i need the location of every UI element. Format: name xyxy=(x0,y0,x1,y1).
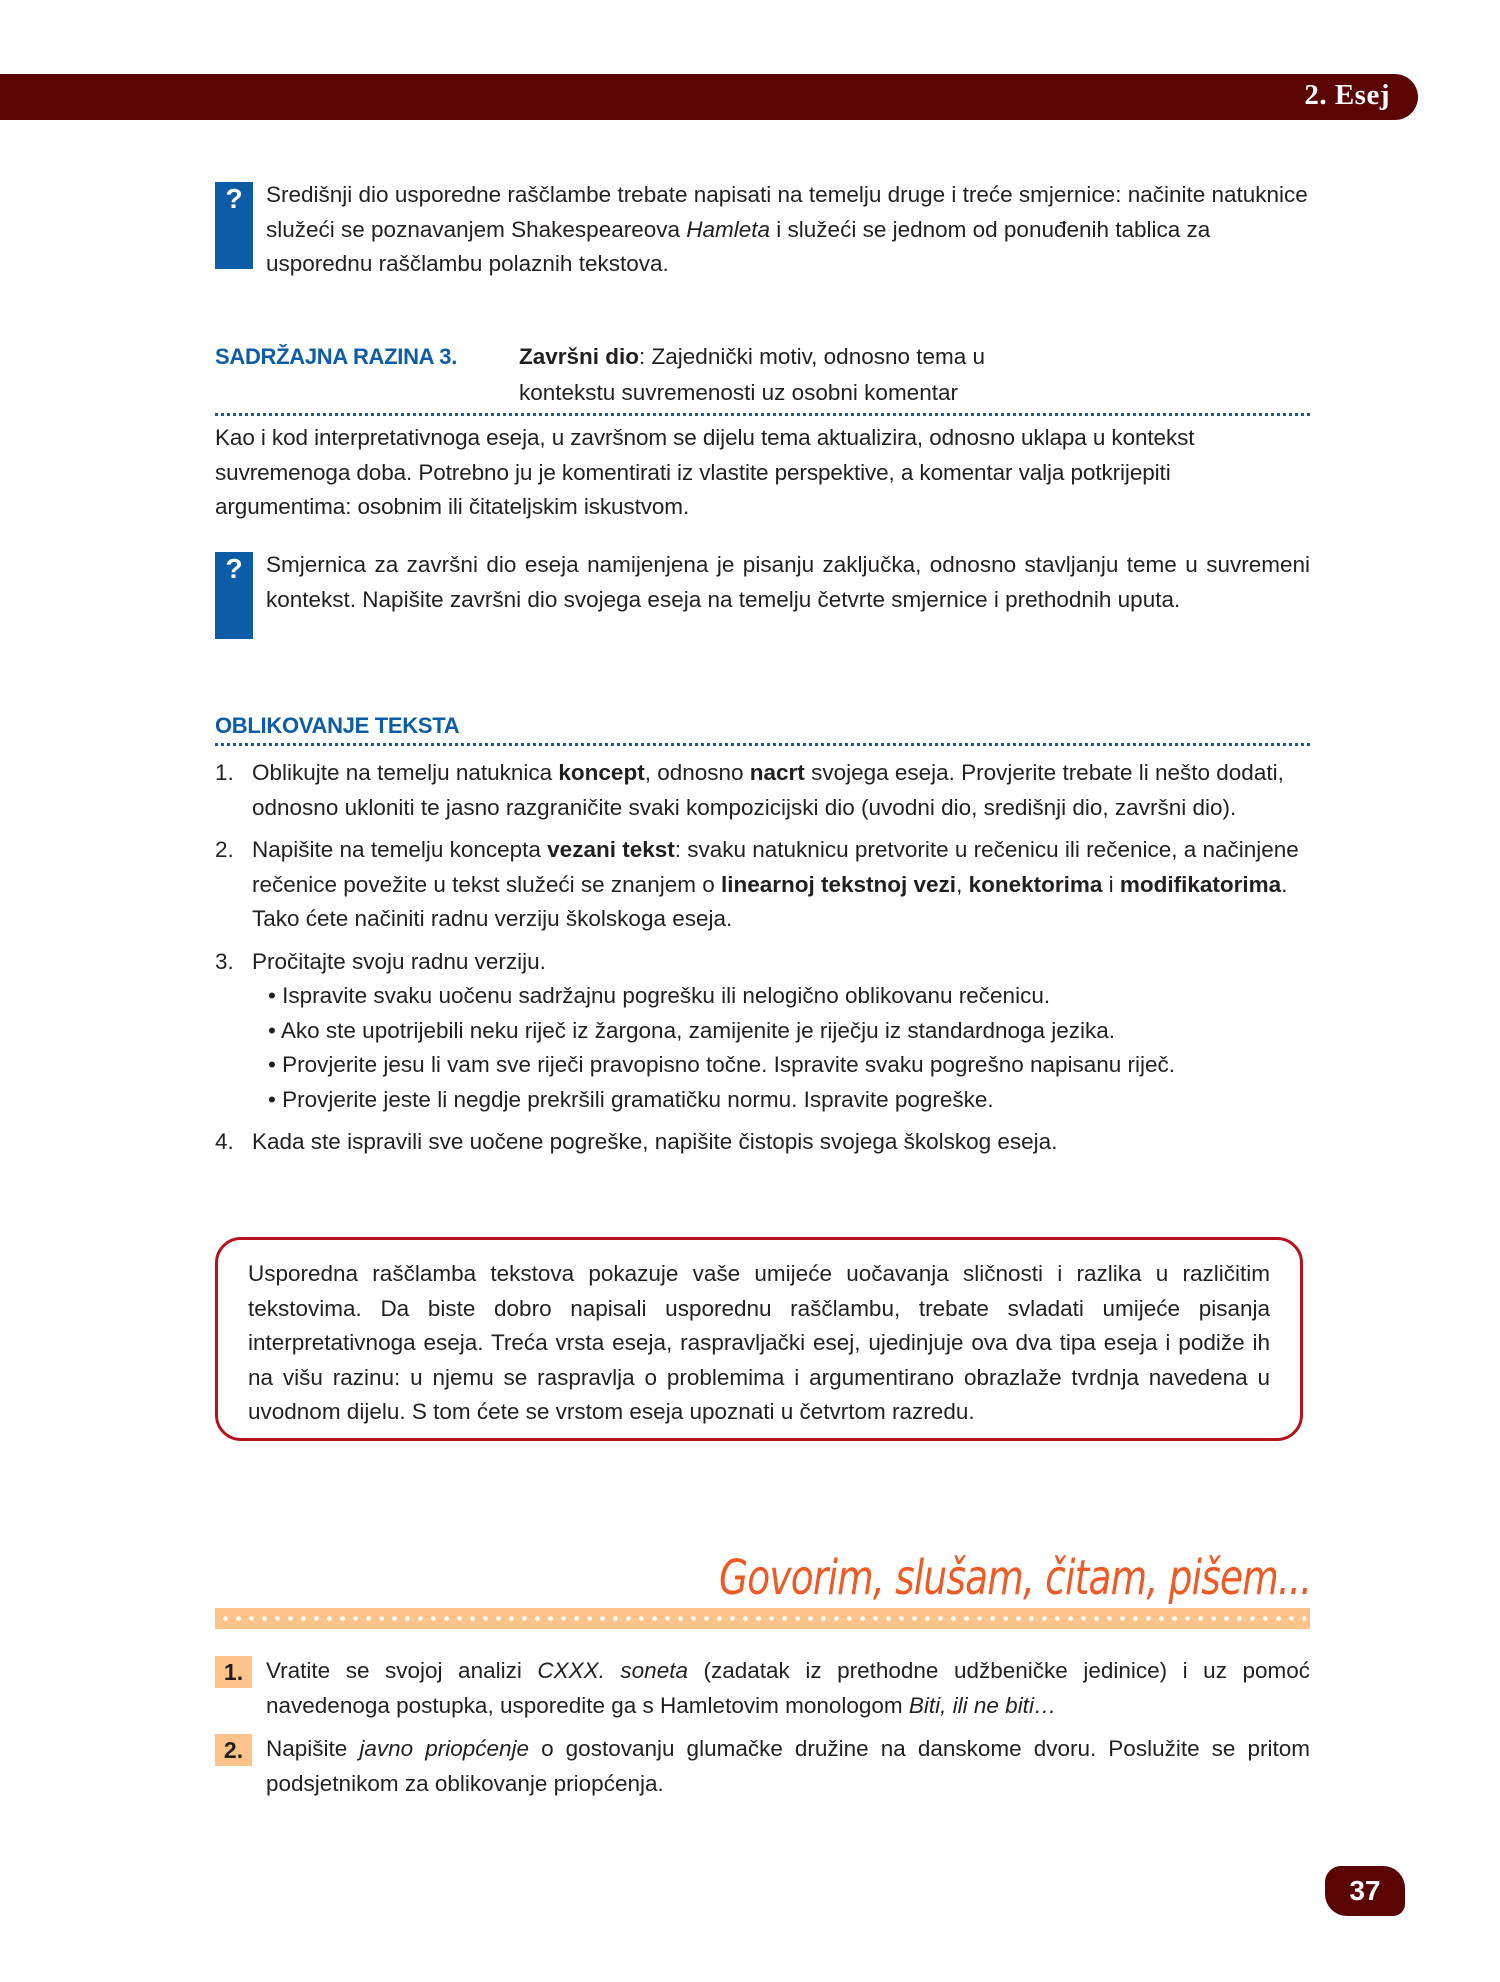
step-bullet: • Ispravite svaku uočenu sadržajnu pogrešku ili nelogično oblikovanu rečenicu. xyxy=(268,983,1051,1008)
step-bold: konektorima xyxy=(968,871,1103,897)
task-text-part: Napišite xyxy=(266,1736,360,1761)
step-bold: linearnoj tekstnoj vezi xyxy=(720,871,957,897)
question-block-1 xyxy=(215,178,1310,282)
step-number: 4. xyxy=(215,1129,234,1154)
question-mark-icon: ? xyxy=(215,182,253,269)
step-text: Pročitajte svoju radnu verziju. xyxy=(252,948,546,974)
step-bold: vezani tekst xyxy=(547,837,675,862)
task-text xyxy=(266,1654,1310,1723)
step-item-1 xyxy=(215,756,1310,825)
question-text-2: Smjernica za završni dio eseja namijenjena je pisanju zaključka, odnosno stavljanju teme u suvremeni kontekst. Napišite završni dio svojega eseja na temelju četvrte smjernice i prethodnih uputa. xyxy=(266,552,1310,612)
task-text-part: (zadatak iz prethodne udžbeničke jedinice) i uz pomoć navedenoga postupka, usporedite ga s Hamletovim monologom xyxy=(266,1658,1310,1718)
step-number: 1. xyxy=(215,760,234,785)
step-text: : svaku natuknicu pretvorite u rečenicu ili rečenice, a načinjene rečenice povežite u tekst služeći se znanjem o xyxy=(252,837,1299,897)
razina-title-bold: Završni dio xyxy=(519,344,640,369)
info-box xyxy=(215,1237,1303,1441)
step-number: 2. xyxy=(215,837,234,862)
step-bold: modifikatorima xyxy=(1119,871,1282,897)
step-bold: koncept xyxy=(558,760,645,785)
step-item-2 xyxy=(215,833,1310,937)
step-text: Napišite na temelju koncepta xyxy=(252,837,548,862)
step-text: i xyxy=(1102,871,1120,897)
task-text-part: Vratite se svojoj analizi xyxy=(266,1658,538,1683)
activity-task-1 xyxy=(215,1654,1310,1723)
task-number-badge: 2. xyxy=(215,1734,252,1766)
activity-task-2 xyxy=(215,1732,1310,1801)
task-number-badge: 1. xyxy=(215,1656,252,1688)
question-text-1-part: i služeći se jednom od ponuđenih tablica za usporednu raščlambu polaznih tekstova. xyxy=(266,216,1211,276)
razina-title-rest: : Zajednički motiv, odnosno tema u xyxy=(639,344,986,369)
razina-description xyxy=(519,339,985,411)
activities-divider-strip xyxy=(215,1608,1310,1629)
info-box-text: Usporedna raščlamba tekstova pokazuje vaše umijeće uočavanja sličnosti i razlika u različitim tekstovima. Da biste dobro napisali usporednu raščlambu, trebate svladati umijeće pisanja interpretativnoga eseja. Treća vrsta eseja, raspravljački esej, ujedinjuje ova dva tipa eseja i podiže ih na višu razinu: u njemu se raspravlja o problemima i argumentirano obrazlaže tvrdnja navedena u uvodnom dijelu. S tom ćete se vrstom eseja upoznati u četvrtom razredu. xyxy=(248,1261,1270,1424)
chapter-title: 2. Esej xyxy=(1304,79,1390,111)
step-text: svojega eseja. Provjerite trebate li nešto dodati, odnosno ukloniti te jasno razgraničite svaki kompozicijski dio (uvodni dio, središnji dio, završni dio). xyxy=(252,760,1284,820)
step-text: , odnosno xyxy=(644,760,750,785)
question-mark-icon: ? xyxy=(215,552,253,639)
step-bold: nacrt xyxy=(749,760,805,785)
question-text-1-part: Središnji dio usporedne raščlambe trebate napisati na temelju druge i treće smjernice: načinite natuknice služeći se poznavanjem Shakespeareova xyxy=(266,182,1308,242)
razina-3-paragraph: Kao i kod interpretativnoga eseja, u završnom se dijelu tema aktualizira, odnosno uklapa u kontekst suvremenoga doba. Potrebno ju je komentirati iz vlastite perspektive, a komentar valja potkrijepiti argumentima: osobnim ili čitateljskim iskustvom. xyxy=(215,425,1195,519)
step-text: . Tako ćete načiniti radnu verziju školskoga eseja. xyxy=(252,871,1288,931)
step-text: Kada ste ispravili sve uočene pogreške, napišite čistopis svojega školskog eseja. xyxy=(252,1129,1058,1154)
question-block-2 xyxy=(215,548,1310,617)
page-number: 37 xyxy=(1325,1866,1405,1916)
step-text: , xyxy=(956,871,969,897)
task-text xyxy=(266,1732,1310,1801)
step-bullet: • Provjerite jeste li negdje prekršili gramatičku normu. Ispravite pogreške. xyxy=(268,1086,994,1112)
razina-title-line2: kontekstu suvremenosti uz osobni komentar xyxy=(519,380,958,405)
section-heading-oblikovanje xyxy=(215,711,1310,746)
chapter-header-bar xyxy=(0,74,1418,120)
task-text-italic: CXXX. soneta xyxy=(537,1658,688,1683)
question-text-1 xyxy=(266,178,1310,282)
activities-title: Govorim, slušam, čitam, pišem... xyxy=(718,1550,1311,1606)
step-text: Oblikujte na temelju natuknica xyxy=(252,760,559,785)
step-number: 3. xyxy=(215,948,234,974)
task-text-italic: javno priopćenje xyxy=(359,1736,530,1761)
question-text-1-italic: Hamleta xyxy=(686,216,771,242)
oblikovanje-heading: OBLIKOVANJE TEKSTA xyxy=(215,713,460,738)
section-heading-razina-3 xyxy=(215,339,1310,416)
step-item-4 xyxy=(215,1125,1310,1160)
step-bullet: • Ako ste upotrijebili neku riječ iz žargona, zamijenite je riječju iz standardnoga jezika. xyxy=(268,1017,1116,1043)
task-text-part: o gostovanju glumačke družine na danskome dvoru. Poslužite se pritom podsjetnikom za oblikovanje priopćenja. xyxy=(266,1736,1310,1796)
task-text-italic: Biti, ili ne biti… xyxy=(908,1692,1057,1718)
dotted-pattern xyxy=(219,1616,1306,1621)
razina-label: SADRŽAJNA RAZINA 3. xyxy=(215,344,458,369)
step-item-3 xyxy=(215,945,1310,1118)
step-bullet: • Provjerite jesu li vam sve riječi pravopisno točne. Ispravite svaku pogrešno napisanu riječ. xyxy=(268,1052,1176,1077)
oblikovanje-steps xyxy=(215,756,1310,1168)
